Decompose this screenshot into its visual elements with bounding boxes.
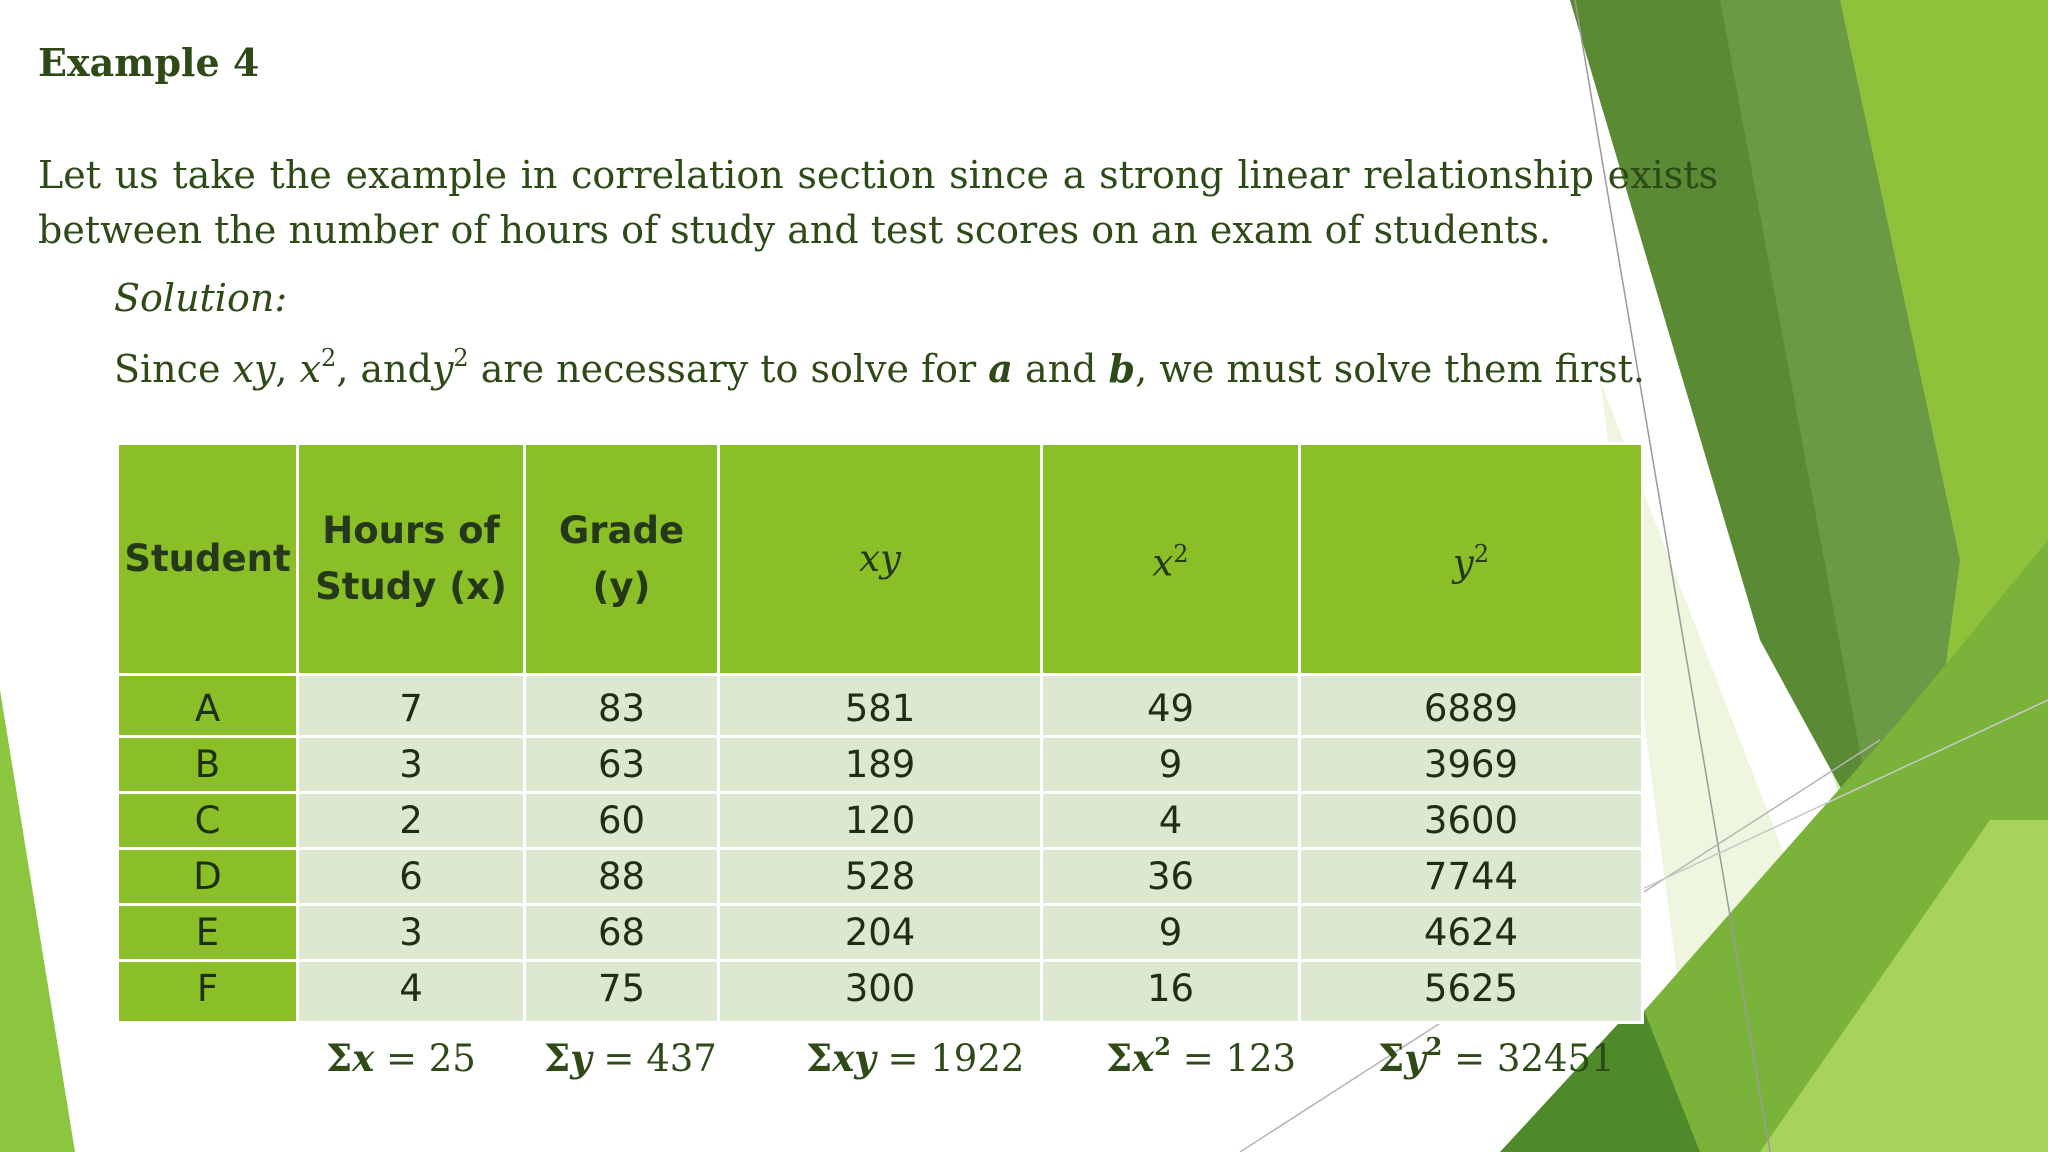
sum-x2-value: 123 [1225, 1037, 1297, 1080]
y2-term-base: y [431, 347, 454, 391]
table-header-row [118, 444, 1643, 675]
cell-y: 68 [525, 905, 719, 961]
sum-y2-exp: 2 [1425, 1032, 1443, 1061]
sum-x2-eq: = [1170, 1037, 1226, 1080]
header-y2-base: y [1452, 541, 1474, 585]
sum-y2-sigma: Σ [1378, 1036, 1405, 1080]
and-word-2: and [1012, 347, 1109, 391]
sum-x2-var: x [1132, 1036, 1155, 1080]
header-x2-exp: 2 [1173, 540, 1189, 569]
since-sentence [114, 346, 1645, 391]
header-hours-line2: Study (x) [315, 565, 507, 608]
cell-y: 63 [525, 737, 719, 793]
cell-student: C [118, 793, 298, 849]
cell-xy: 189 [719, 737, 1042, 793]
header-x2 [1042, 444, 1300, 675]
cell-xy: 528 [719, 849, 1042, 905]
sum-x2 [1106, 1032, 1297, 1080]
cell-x: 6 [298, 849, 525, 905]
header-hours-line1: Hours of [322, 509, 500, 552]
cell-y2: 7744 [1300, 849, 1643, 905]
header-x2-base: x [1152, 541, 1174, 585]
cell-x: 4 [298, 961, 525, 1023]
table-row [118, 793, 1643, 849]
sum-xy-sigma: Σ [806, 1036, 833, 1080]
cell-y: 83 [525, 675, 719, 737]
cell-y: 88 [525, 849, 719, 905]
table-row [118, 675, 1643, 737]
sum-y [544, 1036, 717, 1080]
cell-x2: 49 [1042, 675, 1300, 737]
cell-x2: 9 [1042, 905, 1300, 961]
sum-x2-exp: 2 [1154, 1032, 1171, 1061]
cell-xy: 300 [719, 961, 1042, 1023]
sum-y-value: 437 [646, 1037, 717, 1080]
cell-x2: 16 [1042, 961, 1300, 1023]
and-word: , and [336, 347, 432, 391]
cell-y2: 3969 [1300, 737, 1643, 793]
cell-y2: 5625 [1300, 961, 1643, 1023]
xy-term: xy [232, 347, 276, 391]
header-student: Student [118, 444, 298, 675]
cell-x: 7 [298, 675, 525, 737]
sum-x [326, 1036, 476, 1080]
sum-y-sigma: Σ [544, 1036, 571, 1080]
comma-1: , [275, 347, 300, 391]
sum-y2-eq: = [1442, 1037, 1497, 1080]
header-grade-line2: (y) [592, 565, 651, 608]
slide-title: Example 4 [38, 40, 260, 85]
cell-y2: 6889 [1300, 675, 1643, 737]
cell-x2: 4 [1042, 793, 1300, 849]
sum-y2 [1378, 1032, 1615, 1080]
y2-term-exp: 2 [453, 344, 469, 372]
cell-x2: 9 [1042, 737, 1300, 793]
var-b: b [1108, 346, 1136, 391]
header-hours [298, 444, 525, 675]
cell-x2: 36 [1042, 849, 1300, 905]
cell-x: 3 [298, 905, 525, 961]
cell-xy: 204 [719, 905, 1042, 961]
sum-x-sigma: Σ [326, 1036, 353, 1080]
sum-xy-var: xy [832, 1036, 876, 1080]
sum-x-var: x [352, 1036, 375, 1080]
table-row [118, 961, 1643, 1023]
var-a: a [988, 346, 1013, 391]
cell-y: 75 [525, 961, 719, 1023]
header-y2 [1300, 444, 1643, 675]
header-grade [525, 444, 719, 675]
solution-label: Solution: [114, 276, 288, 320]
cell-student: D [118, 849, 298, 905]
x2-term-exp: 2 [321, 344, 337, 372]
left-green-sliver [0, 690, 75, 1152]
since-lead: Since [114, 347, 233, 391]
sum-x2-sigma: Σ [1106, 1036, 1133, 1080]
table-row [118, 905, 1643, 961]
x2-term-base: x [299, 347, 322, 391]
cell-xy: 120 [719, 793, 1042, 849]
header-grade-line1: Grade [558, 509, 685, 552]
sum-xy-value: 1922 [930, 1037, 1025, 1080]
table-row [118, 849, 1643, 905]
sum-xy-eq: = [875, 1037, 931, 1080]
since-middle: are necessary to solve for [468, 347, 989, 391]
header-xy: xy [719, 444, 1042, 675]
cell-student: A [118, 675, 298, 737]
data-table [116, 442, 1644, 1024]
cell-student: E [118, 905, 298, 961]
sum-y2-value: 32451 [1496, 1037, 1615, 1080]
cell-y2: 3600 [1300, 793, 1643, 849]
sum-y-var: y [570, 1036, 592, 1080]
intro-paragraph: Let us take the example in correlation section since a strong linear relationship exists between the number of hours of study and test scores on an exam of students. [38, 153, 1718, 252]
sum-y2-var: y [1404, 1036, 1426, 1080]
cell-student: F [118, 961, 298, 1023]
cell-xy: 581 [719, 675, 1042, 737]
sum-x-value: 25 [428, 1037, 476, 1080]
sum-xy [806, 1036, 1024, 1080]
sum-x-eq: = [374, 1037, 429, 1080]
table-row [118, 737, 1643, 793]
cell-y2: 4624 [1300, 905, 1643, 961]
sum-y-eq: = [591, 1037, 647, 1080]
cell-x: 2 [298, 793, 525, 849]
cell-y: 60 [525, 793, 719, 849]
cell-x: 3 [298, 737, 525, 793]
header-y2-exp: 2 [1473, 540, 1490, 569]
cell-student: B [118, 737, 298, 793]
since-tail: , we must solve them first. [1135, 347, 1645, 391]
